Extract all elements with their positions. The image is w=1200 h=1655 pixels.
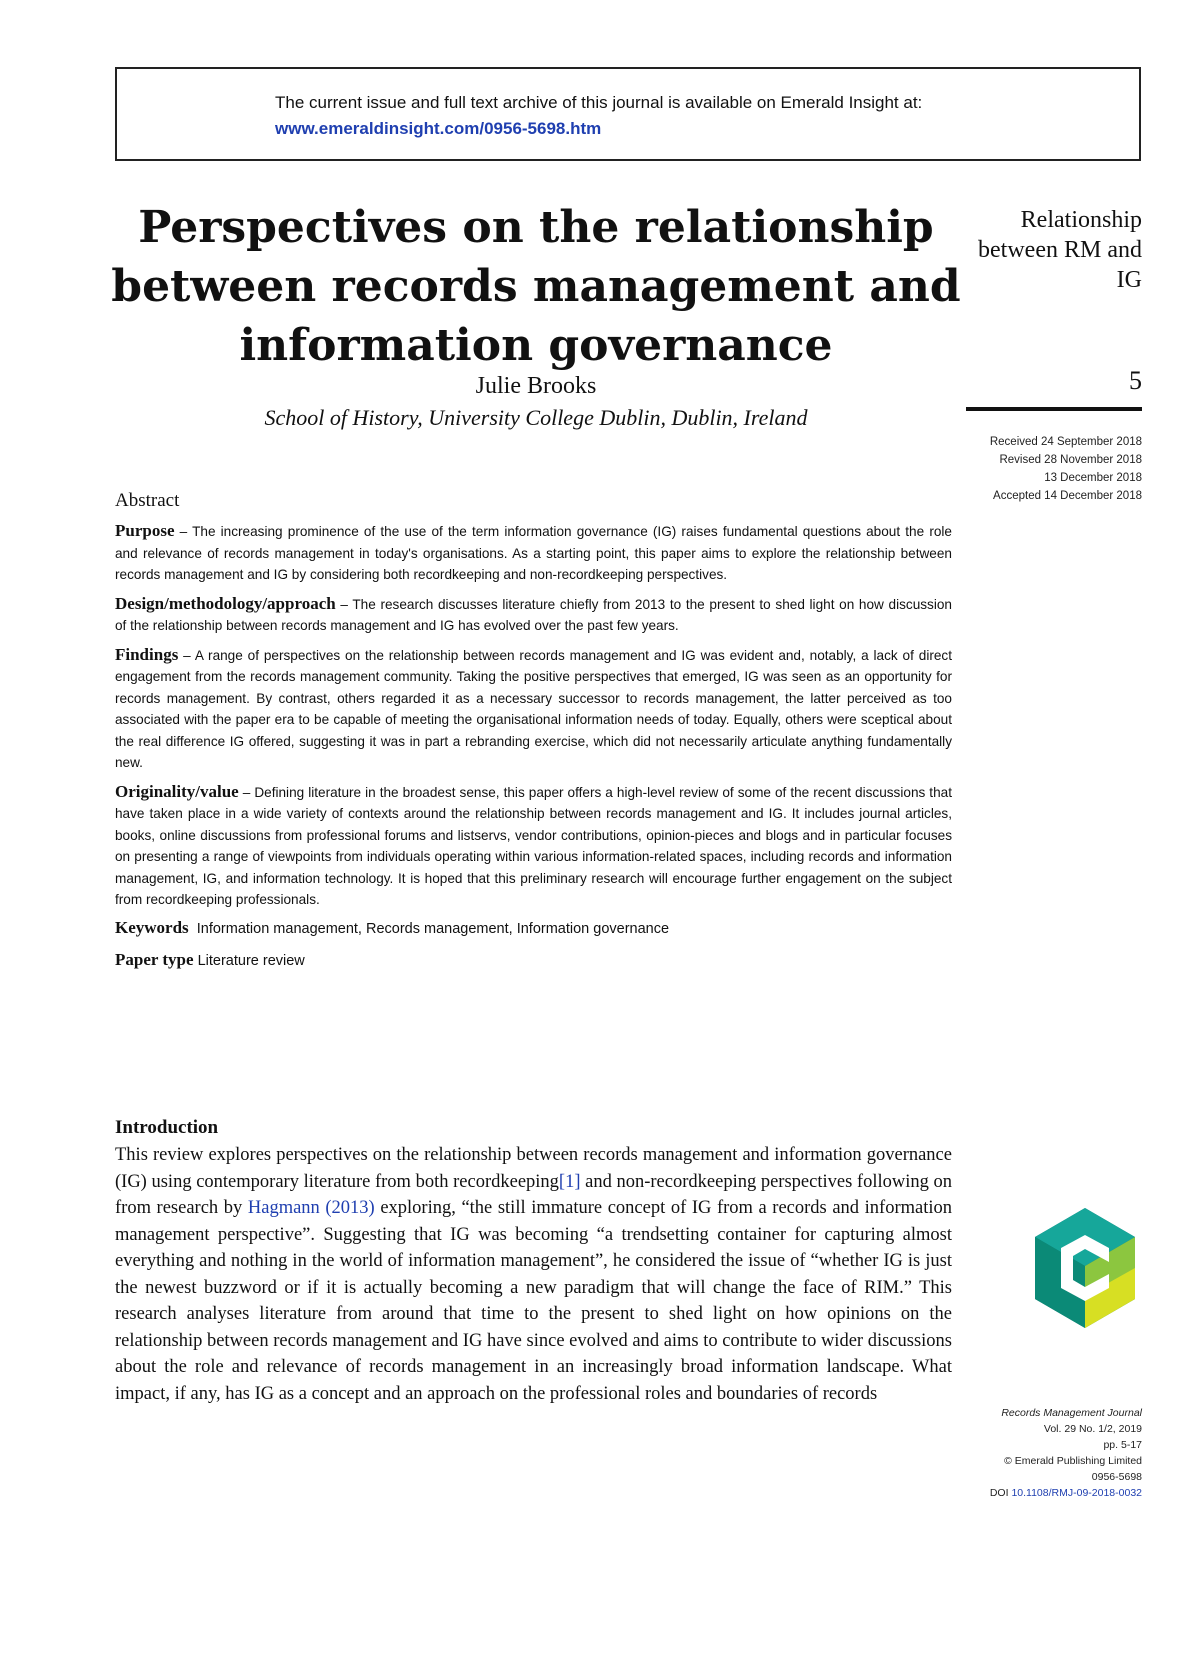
banner-text: The current issue and full text archive of this journal is available on Emerald Insight at:: [275, 93, 923, 112]
emerald-logo-icon: [1035, 1208, 1135, 1328]
design-label: Design/methodology/approach: [115, 593, 336, 613]
doi-link[interactable]: 10.1108/RMJ-09-2018-0032: [1011, 1487, 1142, 1499]
findings-text: A range of perspectives on the relationship between records management and IG was evident and, notably, a lack of direct engagement from the records management community. Taking the positive perspectives that emerged, IG was seen as an opportunity for records management. By contrast, others regarded it as a necessary successor to records management, the latter perceived as too associated with the paper era to be capable of meeting the organisational information needs of today. Equally, others were sceptical about the real difference IG offered, suggesting it was in part a rebranding exercise, which did not necessarily articulate anything fundamentally new.: [115, 647, 952, 770]
intro-text-3: exploring, “the still immature concept of IG from a records and information management perspective”. Suggesting that IG was becoming “a trendsetting container for capturing almost everything and nothing in the world of information management”, he considered the issue of “whether IG is just the newest buzzword or if it is actually becoming a new paradigm that will change the face of RIM.” This research analyses literature from around that time to the present to shed light on how opinions on the relationship between records management and IG have since evolved and aims to contribute to wider discussions about the role and relevance of records management in an increasingly broad information landscape. What impact, if any, has IG as a concept and an approach on the professional roles and boundaries of records: [115, 1198, 952, 1404]
banner-link[interactable]: www.emeraldinsight.com/0956-5698.htm: [275, 119, 602, 138]
citation-link[interactable]: Hagmann (2013): [247, 1198, 375, 1218]
findings-label: Findings: [115, 644, 179, 664]
accepted-date: Accepted 14 December 2018: [993, 490, 1142, 502]
journal-info: [960, 1405, 1142, 1501]
note-ref-link[interactable]: [1]: [558, 1171, 581, 1192]
abstract-findings: Findings – A range of perspectives on the relationship between records management and IG was evident and, notably, a lack of direct engagement from the records management community. Taking the positive perspectives that emerged, IG was seen as an opportunity for records management. By contrast, others regarded it as a necessary successor to records management, the latter perceived as too associated with the paper era to be capable of meeting the organisational information needs of today. Equally, others were sceptical about the real difference IG offered, suggesting it was in part a rebranding exercise, which did not necessarily articulate anything fundamentally new.: [115, 644, 952, 770]
keywords-label: Keywords: [115, 917, 189, 937]
received-date: Received 24 September 2018: [989, 436, 1142, 448]
doi-label: DOI: [989, 1487, 1012, 1499]
paper-title: Perspectives on the relationship between records management and information governance: [111, 202, 961, 371]
introduction-body: [115, 1142, 952, 1407]
author-name: Julie Brooks: [475, 373, 597, 399]
journal-pages: pp. 5-17: [1103, 1439, 1142, 1451]
intro-text-2: and non-recordkeeping perspectives following on from research by: [115, 1171, 952, 1218]
abstract-originality: Originality/value – Defining literature in the broadest sense, this paper offers a high-level review of some of the recent discussions that have taken place in a wide variety of contexts around the relationship between records management and IG. It includes journal articles, books, online discussions from professional forums and listservs, vendor contributions, opinion-pieces and blogs and in particular focuses on presenting a range of viewpoints from individuals operating within various information-related spaces, including records and information management, IG, and information technology. It is hoped that this preliminary research will encourage further engagement on the subject from recordkeeping professionals.: [115, 781, 952, 907]
abstract-heading: Abstract: [115, 490, 180, 511]
intro-text-1: This review explores perspectives on the relationship between records management and information governance (IG) using contemporary literature from both recordkeeping: [115, 1145, 952, 1192]
paper-type-line: [115, 950, 952, 970]
journal-volume: Vol. 29 No. 1/2, 2019: [1043, 1423, 1142, 1435]
journal-name: Records Management Journal: [1001, 1407, 1142, 1419]
originality-label: Originality/value: [115, 781, 239, 801]
journal-doi-line: [960, 1485, 1142, 1501]
keywords-text: Information management, Records management, Information governance: [196, 920, 670, 937]
purpose-label: Purpose: [115, 521, 175, 540]
purpose-text: The increasing prominence of the use of the term information governance (IG) raises fundamental questions about the role and relevance of records management in today's organisations. As a starting point, this paper aims to explore the relationship between records management and IG by considering both recordkeeping and non-recordkeeping perspectives.: [115, 524, 952, 582]
abstract-purpose: Purpose – The increasing prominence of the use of the term information governance (IG) raises fundamental questions about the role and relevance of records management in today's organisations. As a starting point, this paper aims to explore the relationship between records management and IG by considering both recordkeeping and non-recordkeeping perspectives.: [115, 521, 952, 582]
introduction-heading: Introduction: [115, 1117, 219, 1138]
paper-type-label: Paper type: [115, 949, 194, 969]
journal-issn: 0956-5698: [1091, 1471, 1142, 1483]
revised-date: Revised 28 November 2018: [999, 454, 1142, 466]
author-affiliation: School of History, University College Dublin, Dublin, Ireland: [264, 405, 808, 430]
revised-date-2: 13 December 2018: [1044, 472, 1142, 484]
page-number: 5: [1129, 366, 1142, 395]
abstract-design: Design/methodology/approach – The research discusses literature chiefly from 2013 to the present to shed light on how discussion of the relationship between records management and IG has evolved over the past few years.: [115, 593, 952, 633]
design-text: The research discusses literature chiefly from 2013 to the present to shed light on how discussion of the relationship between records management and IG has evolved over the past few years.: [115, 596, 952, 633]
article-dates: [960, 433, 1142, 505]
availability-banner: [115, 67, 1141, 161]
journal-copyright: © Emerald Publishing Limited: [1004, 1455, 1142, 1467]
abstract-section: [115, 490, 952, 970]
originality-text: Defining literature in the broadest sense, this paper offers a high-level review of some of the recent discussions that have taken place in a wide variety of contexts around the relationship between records management and IG. It includes journal articles, books, online discussions from professional forums and listservs, vendor contributions, opinion-pieces and blogs and in particular focuses on presenting a range of viewpoints from individuals operating within various information-related spaces, including records and information management, IG, and information technology. It is hoped that this preliminary research will encourage further engagement on the subject from recordkeeping professionals.: [115, 784, 952, 907]
paper-type-text: Literature review: [197, 952, 305, 969]
keywords-line: [115, 918, 952, 938]
running-head: Relationship between RM and IG: [978, 207, 1142, 293]
margin-rule: [966, 407, 1142, 411]
